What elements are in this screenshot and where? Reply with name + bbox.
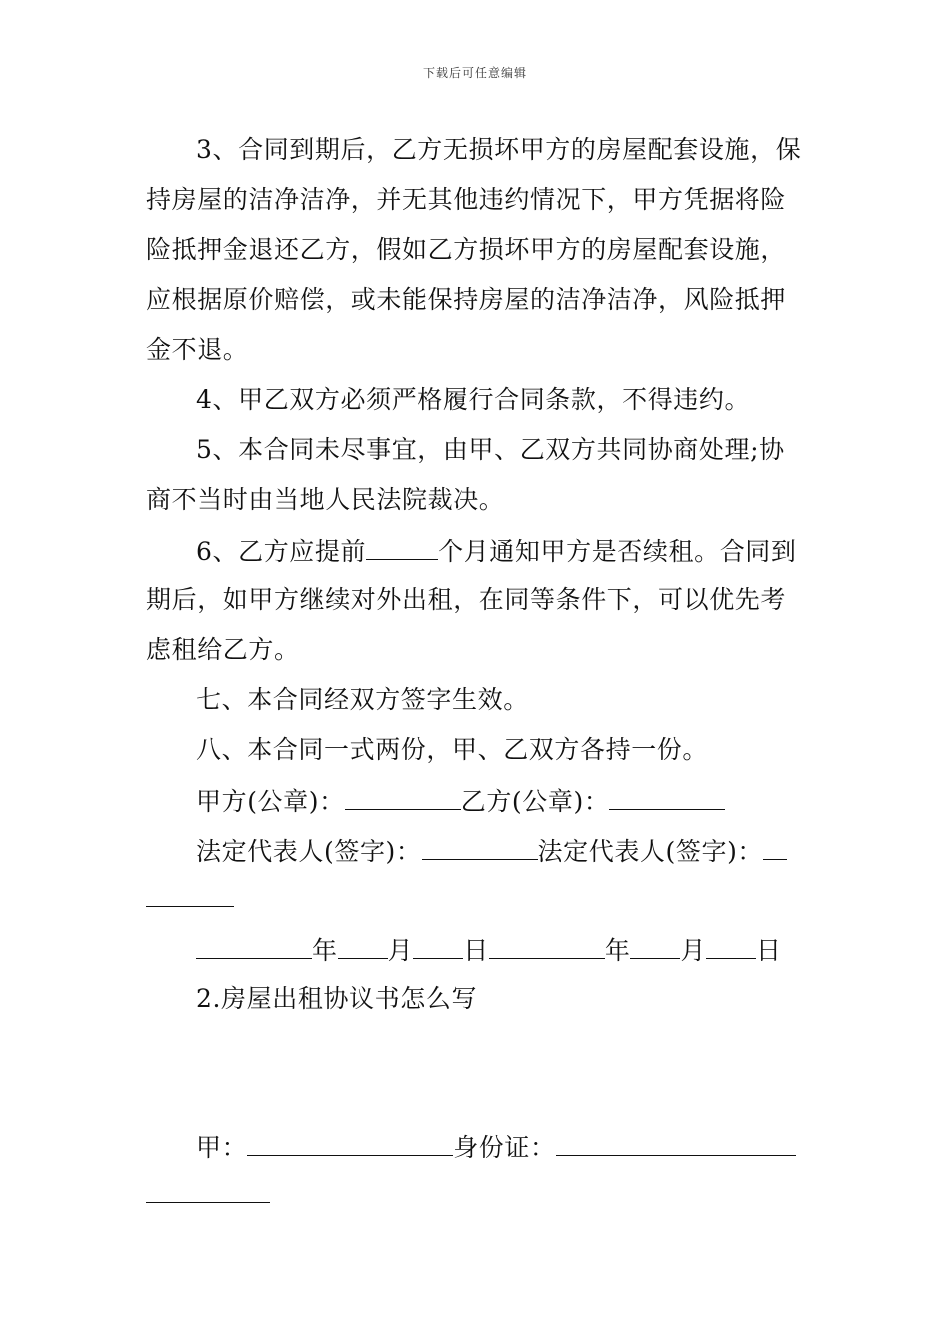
clause-5-line-2: 商不当时由当地人民法院裁决。 [146, 485, 505, 514]
representative-line [196, 834, 787, 868]
clause-6-line-1 [196, 534, 797, 568]
date-b-month-label: 月 [680, 936, 707, 965]
clause-3-line-5: 金不退。 [146, 335, 249, 364]
clause-7-line-1: 七、本合同经双方签字生效。 [196, 685, 529, 714]
date-b-day-blank[interactable] [706, 933, 756, 959]
party-a-id-line [196, 1130, 796, 1164]
section-2-title: 2.房屋出租协议书怎么写 [196, 984, 478, 1013]
rep-b-label: 法定代表人(签字)： [537, 837, 764, 866]
date-b-day-label: 日 [756, 936, 782, 965]
months-blank[interactable] [366, 534, 438, 560]
date-line [196, 933, 782, 967]
date-a-day-label: 日 [463, 936, 489, 965]
id-card-label: 身份证： [453, 1133, 556, 1162]
party-a-seal-label: 甲方(公章)： [196, 787, 345, 816]
clause-6-suffix: 个月通知甲方是否续租。合同到 [438, 537, 797, 566]
seal-line [196, 784, 725, 818]
rep-b-blank[interactable] [763, 834, 787, 860]
id-card-blank-continued[interactable] [146, 1202, 270, 1203]
date-b-year-label: 年 [604, 936, 631, 965]
party-b-seal-blank[interactable] [609, 784, 725, 810]
rep-a-blank[interactable] [422, 834, 538, 860]
party-a-label: 甲： [196, 1133, 248, 1162]
date-a-year-label: 年 [312, 936, 338, 965]
date-b-year-blank[interactable] [489, 933, 605, 959]
date-b-month-blank[interactable] [630, 933, 680, 959]
clause-6-line-2: 期后，如甲方继续对外出租，在同等条件下，可以优先考 [146, 585, 787, 614]
clause-8-line-1: 八、本合同一式两份，甲、乙双方各持一份。 [196, 735, 709, 764]
clause-5-line-1: 5、本合同未尽事宜，由甲、乙双方共同协商处理;协 [196, 435, 785, 464]
clause-3-line-4: 应根据原价赔偿，或未能保持房屋的洁净洁净，风险抵押 [146, 285, 787, 314]
rep-b-blank-continued[interactable] [146, 906, 234, 907]
clause-3-line-2: 持房屋的洁净洁净，并无其他违约情况下，甲方凭据将险 [146, 185, 787, 214]
party-a-seal-blank[interactable] [345, 784, 461, 810]
party-b-seal-label: 乙方(公章)： [460, 787, 610, 816]
clause-4-line-1: 4、甲乙双方必须严格履行合同条款，不得违约。 [196, 385, 751, 414]
date-a-month-blank[interactable] [338, 933, 388, 959]
id-card-blank[interactable] [556, 1130, 796, 1156]
party-a-name-blank[interactable] [247, 1130, 453, 1156]
clause-3-line-1: 3、合同到期后，乙方无损坏甲方的房屋配套设施，保 [196, 135, 802, 164]
page-header-note: 下载后可任意编辑 [422, 66, 527, 80]
date-a-year-blank[interactable] [196, 933, 312, 959]
date-a-month-label: 月 [387, 936, 414, 965]
clause-6-line-3: 虑租给乙方。 [146, 635, 300, 664]
clause-6-prefix: 6、乙方应提前 [196, 537, 367, 566]
rep-a-label: 法定代表人(签字)： [196, 837, 422, 866]
clause-3-line-3: 险抵押金退还乙方，假如乙方损坏甲方的房屋配套设施， [146, 235, 787, 264]
date-a-day-blank[interactable] [413, 933, 463, 959]
